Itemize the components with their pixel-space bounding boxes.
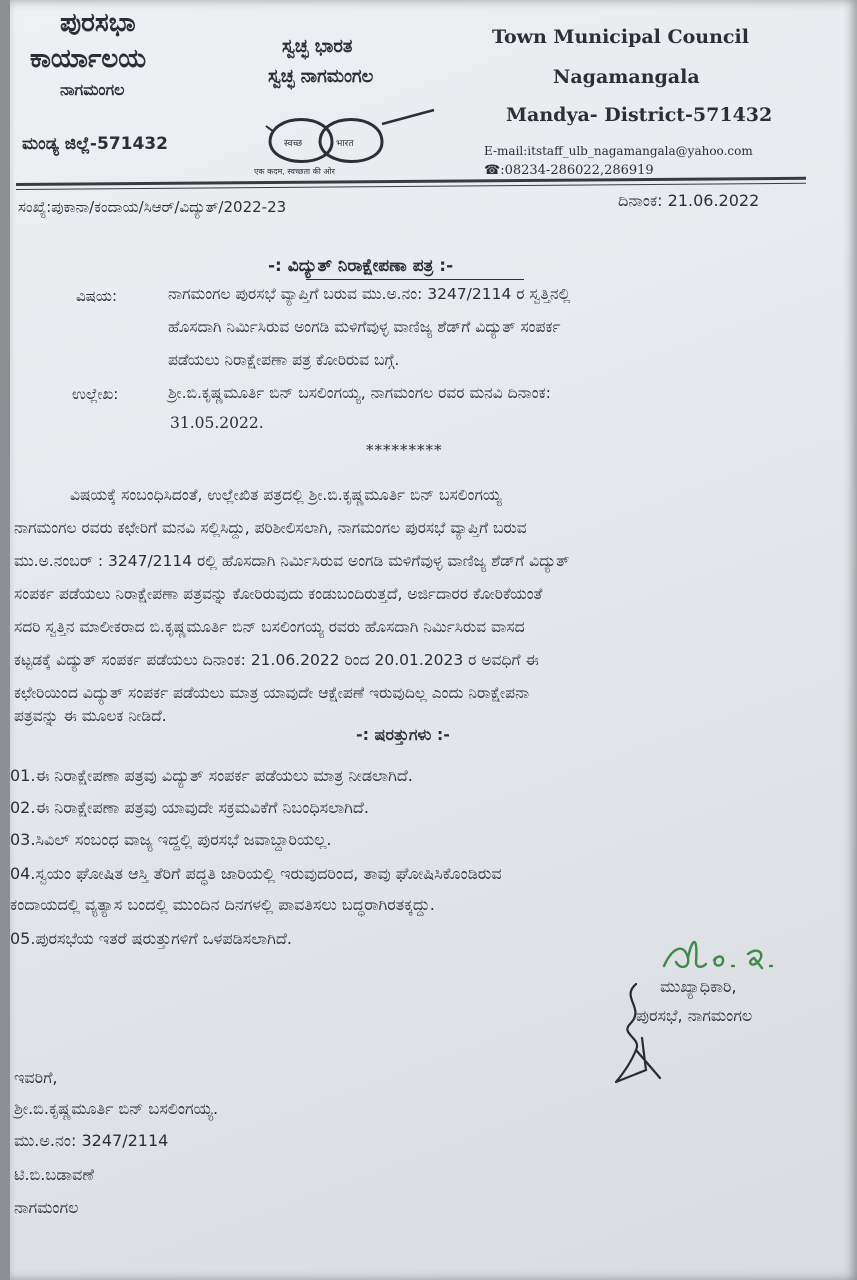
official-signature-icon xyxy=(606,978,666,1088)
body-line: ಕಛೇರಿಯಿಂದ ವಿದ್ಯುತ್ ಸಂಪರ್ಕ ಪಡೆಯಲು ಮಾತ್ರ ಯಾವುದೇ ಆಕ್ಷೇಪಣೆ ಇರುವುದಿಲ್ಲ ಎಂದು ನಿರಾಕ್ಷೇಪನಾ xyxy=(14,684,530,702)
condition-item: 03.ಸಿವಿಲ್ ಸಂಬಂಧ ವಾಜ್ಯ ಇದ್ದಲ್ಲಿ ಪುರಸಭೆ ಜವಾಬ್ದಾರಿಯಲ್ಲ. xyxy=(10,830,332,849)
condition-item: 04.ಸ್ವಯಂ ಘೋಷಿತ ಆಸ್ತಿ ತೆರಿಗೆ ಪದ್ಧತಿ ಜಾರಿಯಲ್ಲಿ ಇರುವುದರಿಂದ, ತಾವು ಘೋಷಿಸಿಕೊಂಡಿರುವ xyxy=(10,864,502,883)
header-right-council: Town Municipal Council xyxy=(492,26,749,48)
addressee-line: ಶ್ರೀ.ಬಿ.ಕೃಷ್ಣಮೂರ್ತಿ ಬಿನ್ ಬಸಲಿಂಗಯ್ಯ. xyxy=(14,1099,219,1118)
header-phone: ☎:08234-286022,286919 xyxy=(484,163,654,178)
header-left-line3: ನಾಗಮಂಗಲ xyxy=(60,80,125,99)
condition-item-continuation: ಕಂದಾಯದಲ್ಲಿ ವ್ಯತ್ಯಾಸ ಬಂದಲ್ಲಿ ಮುಂದಿನ ದಿನಗಳಲ್ಲಿ ಪಾವತಿಸಲು ಬದ್ಧರಾಗಿರತಕ್ಕದ್ದು. xyxy=(10,895,435,914)
condition-item: 05.ಪುರಸಭೆಯ ಇತರೆ ಷರುತ್ತುಗಳಿಗೆ ಒಳಪಡಿಸಲಾಗಿದೆ. xyxy=(10,929,292,948)
header-center-line1: ಸ್ವಚ್ಛ ಭಾರತ xyxy=(282,36,353,57)
letter-page xyxy=(10,0,857,1280)
logo-left-text: स्वच्छ xyxy=(284,139,303,149)
conditions-title: -: ಷರತ್ತುಗಳು :- xyxy=(356,725,450,744)
header-right-district: Mandya- District-571432 xyxy=(506,104,773,126)
addressee-line: ನಾಗಮಂಗಲ xyxy=(14,1198,79,1217)
reference-line: ಶ್ರೀ.ಬಿ.ಕೃಷ್ಣಮೂರ್ತಿ ಬಿನ್ ಬಸಲಿಂಗಯ್ಯ, ನಾಗಮಂಗಲ ರವರ ಮನವಿ ದಿನಾಂಕ: xyxy=(168,384,551,402)
handwritten-signature-icon xyxy=(658,928,808,978)
header-center-line2: ಸ್ವಚ್ಛ ನಾಗಮಂಗಲ xyxy=(268,66,374,87)
body-line: ಸಂಪರ್ಕ ಪಡೆಯಲು ನಿರಾಕ್ಷೇಪಣಾ ಪತ್ರವನ್ನು ಕೋರಿರುವುದು ಕಂಡುಬಂದಿರುತ್ತದೆ, ಅರ್ಜಿದಾರರ ಕೋರಿಕೆಯಂತೆ xyxy=(14,585,543,603)
reference-number: ಸಂಖ್ಯೆ:ಪುಕಾನಾ/ಕಂದಾಯ/ಸಿಆರ್/ವಿದ್ಯುತ್/2022-23 xyxy=(18,198,287,216)
title-underline xyxy=(306,279,524,280)
reference-label: ಉಲ್ಲೇಖ: xyxy=(72,385,119,403)
signatory-office: ಪುರಸಭೆ, ನಾಗಮಂಗಲ xyxy=(636,1006,753,1025)
body-line: ನಾಗಮಂಗಲ ರವರು ಕಛೇರಿಗೆ ಮನವಿ ಸಲ್ಲಿಸಿದ್ದು, ಪರಿಶೀಲಿಸಲಾಗಿ, ನಾಗಮಂಗಲ ಪುರಸಭೆ ವ್ಯಾಪ್ತಿಗೆ ಬರುವ xyxy=(14,519,527,537)
addressee-line: ಮು.ಅ.ನಂ: 3247/2114 xyxy=(14,1131,169,1150)
logo-tagline: एक कदम, स्वच्छता की ओर xyxy=(254,167,335,176)
letter-date: ದಿನಾಂಕ: 21.06.2022 xyxy=(618,191,760,210)
body-line: ವಿಷಯಕ್ಕೆ ಸಂಬಂಧಿಸಿದಂತೆ, ಉಲ್ಲೇಖಿತ ಪತ್ರದಲ್ಲಿ ಶ್ರೀ.ಬಿ.ಕೃಷ್ಣಮೂರ್ತಿ ಬಿನ್ ಬಸಲಿಂಗಯ್ಯ xyxy=(70,486,502,504)
body-line: ಮು.ಅ.ನಂಬರ್ : 3247/2114 ರಲ್ಲಿ ಹೊಸದಾಗಿ ನಿರ್ಮಿಸಿರುವ ಅಂಗಡಿ ಮಳಿಗೆವುಳ್ಳ ವಾಣಿಜ್ಯ ಶೆಡ್‌ಗೆ ವಿದ್ಯುತ್ xyxy=(14,552,570,570)
header-left-district: ಮಂಡ್ಯ ಜಿಲ್ಲೆ-571432 xyxy=(22,134,168,154)
subject-line: ಪಡೆಯಲು ನಿರಾಕ್ಷೇಪಣಾ ಪತ್ರ ಕೋರಿರುವ ಬಗ್ಗೆ. xyxy=(168,351,400,369)
condition-item: 02.ಈ ನಿರಾಕ್ಷೇಪಣಾ ಪತ್ರವು ಯಾವುದೇ ಸಕ್ರಮವಿಕೆಗೆ ನಿಬಂಧಿಸಲಾಗಿದೆ. xyxy=(10,798,369,817)
header-left-line1: ಪುರಸಭಾ xyxy=(60,8,136,38)
header-email: E-mail:itstaff_ulb_nagamangala@yahoo.com xyxy=(484,144,753,158)
addressee-line: ಇವರಿಗೆ, xyxy=(14,1068,58,1087)
body-line: ಸದರಿ ಸ್ವತ್ತಿನ ಮಾಲೀಕರಾದ ಬಿ.ಕೃಷ್ಣಮೂರ್ತಿ ಬಿನ್ ಬಸಲಿಂಗಯ್ಯ ರವರು ಹೊಸದಾಗಿ ನಿರ್ಮಿಸಿರುವ ವಾಸದ xyxy=(14,618,525,636)
addressee-line: ಟಿ.ಬಿ.ಬಡಾವಣೆ xyxy=(14,1165,94,1184)
body-line: ಪತ್ರವನ್ನು ಈ ಮೂಲಕ ನೀಡಿದೆ. xyxy=(14,707,167,725)
condition-item: 01.ಈ ನಿರಾಕ್ಷೇಪಣಾ ಪತ್ರವು ವಿದ್ಯುತ್ ಸಂಪರ್ಕ ಪಡೆಯಲು ಮಾತ್ರ ನೀಡಲಾಗಿದೆ. xyxy=(10,766,413,785)
header-left-line2: ಕಾರ್ಯಾಲಯ xyxy=(30,44,147,74)
separator-stars: ********* xyxy=(366,441,443,459)
header-right-town: Nagamangala xyxy=(553,66,700,88)
letter-title: -: ವಿದ್ಯುತ್ ನಿರಾಕ್ಷೇಪಣಾ ಪತ್ರ :- xyxy=(268,256,454,276)
subject-line: ಹೊಸದಾಗಿ ನಿರ್ಮಿಸಿರುವ ಅಂಗಡಿ ಮಳಿಗೆವುಳ್ಳ ವಾಣಿಜ್ಯ ಶೆಡ್‌ಗೆ ವಿದ್ಯುತ್ ಸಂಪರ್ಕ xyxy=(168,318,561,336)
body-line: ಕಟ್ಟಡಕ್ಕೆ ವಿದ್ಯುತ್ ಸಂಪರ್ಕ ಪಡೆಯಲು ದಿನಾಂಕ: 21.06.2022 ರಿಂದ 20.01.2023 ರ ಅವಧಿಗೆ ಈ xyxy=(14,651,539,669)
logo-right-text: भारत xyxy=(336,139,354,149)
reference-line: 31.05.2022. xyxy=(170,414,264,432)
subject-label: ವಿಷಯ: xyxy=(76,287,117,305)
subject-line: ನಾಗಮಂಗಲ ಪುರಸಭೆ ವ್ಯಾಪ್ತಿಗೆ ಬರುವ ಮು.ಅ.ನಂ: 3247/2114 ರ ಸ್ವತ್ತಿನಲ್ಲಿ xyxy=(168,285,571,303)
signatory-designation: ಮುಖ್ಯಾಧಿಕಾರಿ, xyxy=(660,977,737,996)
